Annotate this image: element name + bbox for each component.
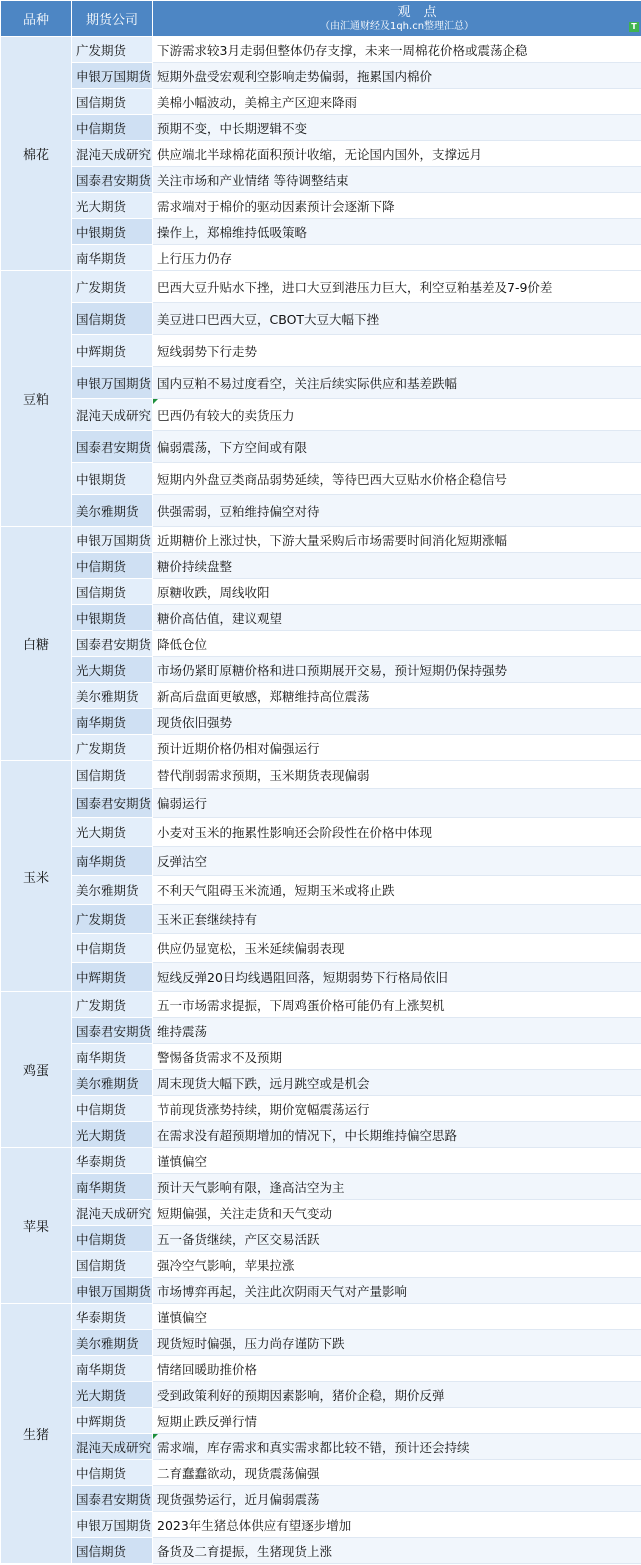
company-cell: 国泰君安期货 — [72, 431, 153, 463]
view-cell: 不利天气阻碍玉米流通，短期玉米或将止跌 — [153, 876, 641, 905]
view-cell: 玉米正套继续持有 — [153, 905, 641, 934]
company-cell: 国信期货 — [72, 1252, 153, 1278]
view-cell: 强冷空气影响，苹果拉涨 — [153, 1252, 641, 1278]
table-row — [1, 905, 641, 934]
table-row — [1, 271, 641, 303]
table-row — [1, 683, 641, 709]
table-row — [1, 193, 641, 219]
view-cell: 备货及二育提振，生猪现货上涨 — [153, 1538, 641, 1564]
table-row — [1, 63, 641, 89]
table-row — [1, 818, 641, 847]
table-row — [1, 1460, 641, 1486]
company-cell: 中辉期货 — [72, 1408, 153, 1434]
company-cell: 国信期货 — [72, 303, 153, 335]
variety-cell: 豆粕 — [1, 271, 72, 527]
company-cell: 光大期货 — [72, 1382, 153, 1408]
table-row — [1, 1252, 641, 1278]
table-row — [1, 1408, 641, 1434]
table-row — [1, 735, 641, 761]
view-cell: 操作上，郑棉维持低吸策略 — [153, 219, 641, 245]
table-row — [1, 1122, 641, 1148]
table-row — [1, 553, 641, 579]
view-cell: 五一市场需求提振，下周鸡蛋价格可能仍有上涨契机 — [153, 992, 641, 1018]
company-cell: 南华期货 — [72, 847, 153, 876]
view-cell: 替代削弱需求预期，玉米期货表现偏弱 — [153, 761, 641, 789]
view-cell: 短期偏强，关注走货和天气变动 — [153, 1200, 641, 1226]
view-cell: 偏弱运行 — [153, 789, 641, 818]
company-cell: 广发期货 — [72, 905, 153, 934]
table-row — [1, 605, 641, 631]
company-cell: 中信期货 — [72, 934, 153, 963]
header-variety: 品种 — [1, 1, 72, 37]
variety-cell: 生猪 — [1, 1304, 72, 1564]
view-cell: 节前现货涨势持续，期价宽幅震荡运行 — [153, 1096, 641, 1122]
variety-cell: 苹果 — [1, 1148, 72, 1304]
company-cell: 中银期货 — [72, 463, 153, 495]
table-row — [1, 709, 641, 735]
view-cell: 供应仍显宽松，玉米延续偏弱表现 — [153, 934, 641, 963]
table-row — [1, 657, 641, 683]
view-cell: 受到政策利好的预期因素影响，猪价企稳，期价反弹 — [153, 1382, 641, 1408]
table-row — [1, 1382, 641, 1408]
company-cell: 美尔雅期货 — [72, 495, 153, 527]
table-row — [1, 876, 641, 905]
view-cell: 短线反弹20日均线遇阻回落，短期弱势下行格局依旧 — [153, 963, 641, 992]
view-cell: 谨慎偏空 — [153, 1304, 641, 1330]
company-cell: 混沌天成研究 — [72, 1434, 153, 1460]
company-cell: 光大期货 — [72, 193, 153, 219]
table-row — [1, 463, 641, 495]
table-row — [1, 1330, 641, 1356]
view-cell: 短线弱势下行走势 — [153, 335, 641, 367]
view-cell: 短期内外盘豆类商品弱势延续，等待巴西大豆贴水价格企稳信号 — [153, 463, 641, 495]
view-cell: 预期不变，中长期逻辑不变 — [153, 115, 641, 141]
table-row — [1, 1096, 641, 1122]
company-cell: 混沌天成研究 — [72, 141, 153, 167]
view-cell: 市场仍紧盯原糖价格和进口预期展开交易，预计短期仍保持强势 — [153, 657, 641, 683]
table-row — [1, 367, 641, 399]
table-row — [1, 37, 641, 63]
view-cell: 短期止跌反弹行情 — [153, 1408, 641, 1434]
company-cell: 中信期货 — [72, 1226, 153, 1252]
table-row — [1, 89, 641, 115]
company-cell: 中信期货 — [72, 553, 153, 579]
company-cell: 国泰君安期货 — [72, 1018, 153, 1044]
table-body — [1, 37, 641, 1564]
company-cell: 申银万国期货 — [72, 1512, 153, 1538]
company-cell: 中银期货 — [72, 219, 153, 245]
view-cell: 现货强势运行，近月偏弱震荡 — [153, 1486, 641, 1512]
variety-cell: 白糖 — [1, 527, 72, 761]
company-cell: 申银万国期货 — [72, 1278, 153, 1304]
company-cell: 华泰期货 — [72, 1148, 153, 1174]
company-cell: 中银期货 — [72, 605, 153, 631]
company-cell: 国信期货 — [72, 89, 153, 115]
table-row — [1, 245, 641, 271]
view-cell: 反弹沽空 — [153, 847, 641, 876]
company-cell: 美尔雅期货 — [72, 683, 153, 709]
view-cell: 谨慎偏空 — [153, 1148, 641, 1174]
company-cell: 中辉期货 — [72, 963, 153, 992]
company-cell: 广发期货 — [72, 37, 153, 63]
view-cell: 现货依旧强势 — [153, 709, 641, 735]
view-cell: 小麦对玉米的拖累性影响还会阶段性在价格中体现 — [153, 818, 641, 847]
company-cell: 南华期货 — [72, 245, 153, 271]
table-row — [1, 1434, 641, 1460]
company-cell: 光大期货 — [72, 1122, 153, 1148]
view-cell: 在需求没有超预期增加的情况下，中长期维持偏空思路 — [153, 1122, 641, 1148]
header-company: 期货公司 — [72, 1, 153, 37]
company-cell: 广发期货 — [72, 992, 153, 1018]
company-cell: 广发期货 — [72, 735, 153, 761]
company-cell: 混沌天成研究 — [72, 1200, 153, 1226]
view-cell: 关注市场和产业情绪 等待调整结束 — [153, 167, 641, 193]
company-cell: 混沌天成研究 — [72, 399, 153, 431]
table-row — [1, 1044, 641, 1070]
view-cell: 短期外盘受宏观利空影响走势偏弱，拖累国内棉价 — [153, 63, 641, 89]
table-row — [1, 1486, 641, 1512]
view-cell: 供应端北半球棉花面积预计收缩，无论国内国外，支撑远月 — [153, 141, 641, 167]
header-view-title: 观 点 — [397, 4, 437, 20]
view-cell: 需求端对于棉价的驱动因素预计会逐渐下降 — [153, 193, 641, 219]
company-cell: 美尔雅期货 — [72, 876, 153, 905]
table-row — [1, 992, 641, 1018]
company-cell: 中信期货 — [72, 1460, 153, 1486]
company-cell: 国泰君安期货 — [72, 1486, 153, 1512]
company-cell: 国信期货 — [72, 579, 153, 605]
table-row — [1, 115, 641, 141]
company-cell: 中信期货 — [72, 1096, 153, 1122]
table-row — [1, 1200, 641, 1226]
view-cell: 巴西大豆升贴水下挫，进口大豆到港压力巨大，利空豆粕基差及7-9价差 — [153, 271, 641, 303]
company-cell: 申银万国期货 — [72, 527, 153, 553]
table-row — [1, 1356, 641, 1382]
table-row — [1, 934, 641, 963]
variety-cell: 玉米 — [1, 761, 72, 992]
table-row — [1, 789, 641, 818]
view-cell: 巴西仍有较大的卖货压力 — [153, 399, 641, 431]
header-view-subtitle: （由汇通财经及1qh.cn整理汇总） — [319, 20, 475, 32]
company-cell: 申银万国期货 — [72, 63, 153, 89]
table-row — [1, 303, 641, 335]
company-cell: 南华期货 — [72, 709, 153, 735]
company-cell: 南华期货 — [72, 1174, 153, 1200]
view-cell: 国内豆粕不易过度看空，关注后续实际供应和基差跌幅 — [153, 367, 641, 399]
company-cell: 申银万国期货 — [72, 367, 153, 399]
view-cell: 美棉小幅波动，美棉主产区迎来降雨 — [153, 89, 641, 115]
table-row — [1, 761, 641, 789]
company-cell: 国泰君安期货 — [72, 167, 153, 193]
view-cell: 2023年生猪总体供应有望逐步增加 — [153, 1512, 641, 1538]
header-row — [1, 1, 641, 37]
table-row — [1, 527, 641, 553]
view-cell: 美豆进口巴西大豆，CBOT大豆大幅下挫 — [153, 303, 641, 335]
table-row — [1, 335, 641, 367]
table-row — [1, 1174, 641, 1200]
view-cell: 降低仓位 — [153, 631, 641, 657]
table-row — [1, 579, 641, 605]
company-cell: 国信期货 — [72, 761, 153, 789]
view-cell: 现货短时偏强，压力尚存谨防下跌 — [153, 1330, 641, 1356]
view-cell: 偏弱震荡，下方空间或有限 — [153, 431, 641, 463]
table-row — [1, 1512, 641, 1538]
table-row — [1, 1226, 641, 1252]
table-row — [1, 631, 641, 657]
view-cell: 近期糖价上涨过快，下游大量采购后市场需要时间消化短期涨幅 — [153, 527, 641, 553]
view-cell: 二育蠢蠢欲动，现货震荡偏强 — [153, 1460, 641, 1486]
table-row — [1, 167, 641, 193]
company-cell: 中辉期货 — [72, 335, 153, 367]
view-cell: 五一备货继续，产区交易活跃 — [153, 1226, 641, 1252]
table-row — [1, 847, 641, 876]
table-row — [1, 1278, 641, 1304]
table-row — [1, 141, 641, 167]
table-row — [1, 219, 641, 245]
company-cell: 南华期货 — [72, 1044, 153, 1070]
company-cell: 国泰君安期货 — [72, 631, 153, 657]
company-cell: 国泰君安期货 — [72, 789, 153, 818]
company-cell: 光大期货 — [72, 818, 153, 847]
table-row — [1, 1070, 641, 1096]
view-cell: 糖价高估值，建议观望 — [153, 605, 641, 631]
view-cell: 周末现货大幅下跌，远月跳空或是机会 — [153, 1070, 641, 1096]
view-cell: 市场博弈再起，关注此次阴雨天气对产量影响 — [153, 1278, 641, 1304]
table-row — [1, 1148, 641, 1174]
company-cell: 国信期货 — [72, 1538, 153, 1564]
view-cell: 预计天气影响有限，逢高沽空为主 — [153, 1174, 641, 1200]
table-row — [1, 495, 641, 527]
company-cell: 美尔雅期货 — [72, 1330, 153, 1356]
table-row — [1, 1304, 641, 1330]
view-cell: 上行压力仍存 — [153, 245, 641, 271]
table-row — [1, 963, 641, 992]
table-row — [1, 1018, 641, 1044]
table-row — [1, 431, 641, 463]
view-cell: 下游需求较3月走弱但整体仍存支撑，未来一周棉花价格或震荡企稳 — [153, 37, 641, 63]
view-cell: 新高后盘面更敏感，郑糖维持高位震荡 — [153, 683, 641, 709]
view-cell: 原糖收跌，周线收阳 — [153, 579, 641, 605]
header-view — [153, 1, 641, 37]
company-cell: 中信期货 — [72, 115, 153, 141]
variety-cell: 鸡蛋 — [1, 992, 72, 1148]
view-cell: 需求端，库存需求和真实需求都比较不错，预计还会持续 — [153, 1434, 641, 1460]
company-cell: 华泰期货 — [72, 1304, 153, 1330]
table-row — [1, 1538, 641, 1564]
view-cell: 情绪回暖助推价格 — [153, 1356, 641, 1382]
company-cell: 南华期货 — [72, 1356, 153, 1382]
view-cell: 预计近期价格仍相对偏强运行 — [153, 735, 641, 761]
view-cell: 糖价持续盘整 — [153, 553, 641, 579]
text-badge-icon[interactable]: T — [629, 22, 639, 32]
company-cell: 美尔雅期货 — [72, 1070, 153, 1096]
variety-cell: 棉花 — [1, 37, 72, 271]
view-cell: 维持震荡 — [153, 1018, 641, 1044]
company-cell: 光大期货 — [72, 657, 153, 683]
view-cell: 供强需弱，豆粕维持偏空对待 — [153, 495, 641, 527]
table-row — [1, 399, 641, 431]
company-cell: 广发期货 — [72, 271, 153, 303]
view-cell: 警惕备货需求不及预期 — [153, 1044, 641, 1070]
